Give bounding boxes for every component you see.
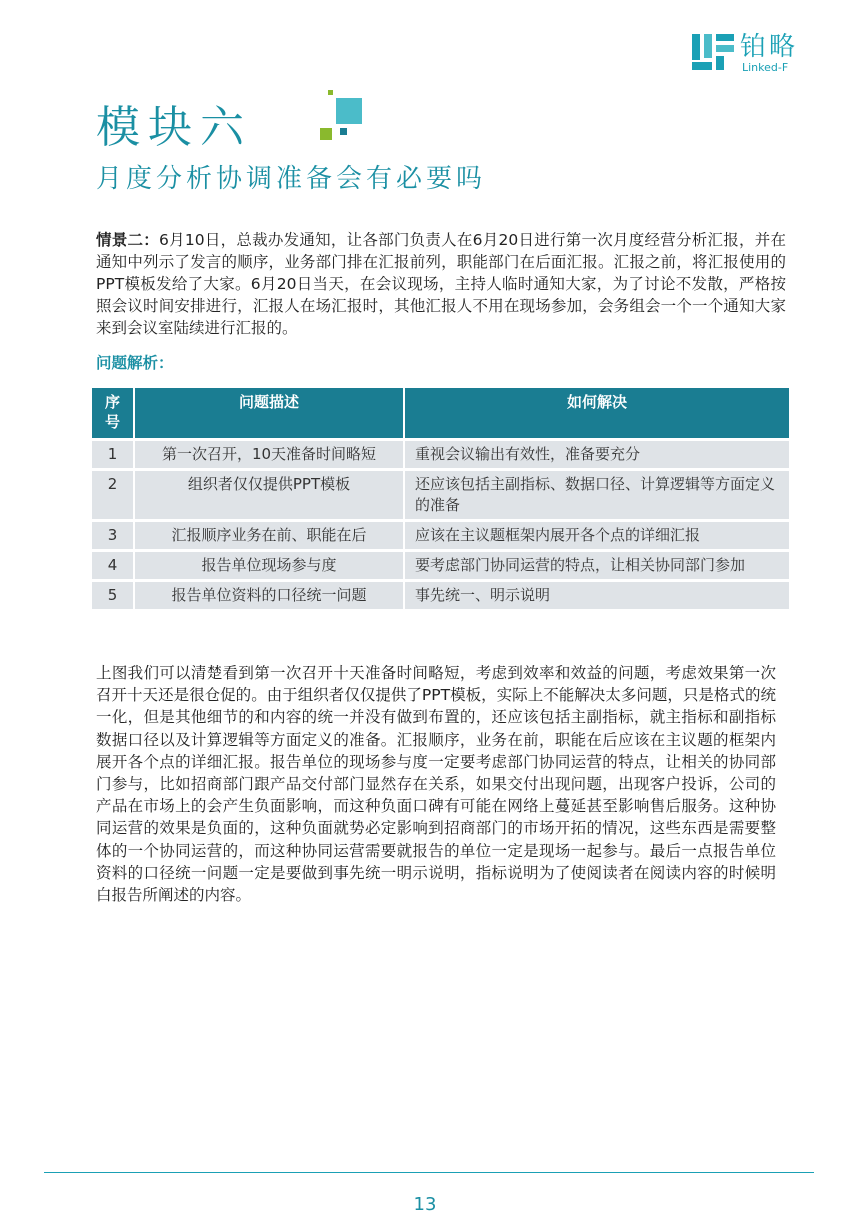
row-solution: 还应该包括主副指标、数据口径、计算逻辑等方面定义的准备 bbox=[404, 470, 789, 521]
row-number: 4 bbox=[92, 551, 134, 581]
scenario-label: 情景二： bbox=[96, 231, 160, 249]
row-description: 第一次召开，10天准备时间略短 bbox=[134, 440, 404, 470]
logo-mark-icon bbox=[692, 32, 734, 72]
row-description: 报告单位资料的口径统一问题 bbox=[134, 581, 404, 610]
row-number: 5 bbox=[92, 581, 134, 610]
scenario-text: 6月10日，总裁办发通知，让各部门负责人在6月20日进行第一次月度经营分析汇报，并在通知中列示了发言的顺序，业务部门排在汇报前列，职能部门在后面汇报。汇报之前，将汇报使用的PPT模板发给了大家。6月20日当天，在会议现场，主持人临时通知大家，为了讨论不发散，严格按照会议时间安排进行，汇报人在场汇报时，其他汇报人不用在现场参加，会务组会一个一个通知大家来到会议室陆续进行汇报的。 bbox=[96, 231, 786, 337]
logo-chinese-text: 铂略 bbox=[740, 32, 799, 62]
scenario-paragraph bbox=[96, 229, 786, 339]
module-subtitle: 月度分析协调准备会有必要吗 bbox=[96, 164, 487, 194]
row-solution: 事先统一、明示说明 bbox=[404, 581, 789, 610]
table-row bbox=[92, 440, 789, 470]
row-description: 汇报顺序业务在前、职能在后 bbox=[134, 521, 404, 551]
row-number: 3 bbox=[92, 521, 134, 551]
table-row bbox=[92, 551, 789, 581]
logo-english-text: Linked-F bbox=[742, 61, 789, 74]
module-title: 模块六 bbox=[96, 102, 252, 153]
row-description: 报告单位现场参与度 bbox=[134, 551, 404, 581]
header-solution: 如何解决 bbox=[404, 388, 789, 440]
row-solution: 要考虑部门协同运营的特点，让相关协同部门参加 bbox=[404, 551, 789, 581]
row-number: 2 bbox=[92, 470, 134, 521]
table-row bbox=[92, 581, 789, 610]
decorative-squares-icon bbox=[316, 90, 366, 146]
page-number: 13 bbox=[413, 1194, 437, 1215]
row-number: 1 bbox=[92, 440, 134, 470]
header-description: 问题描述 bbox=[134, 388, 404, 440]
row-solution: 应该在主议题框架内展开各个点的详细汇报 bbox=[404, 521, 789, 551]
analysis-section-label: 问题解析： bbox=[96, 354, 174, 372]
header-number: 序号 bbox=[92, 388, 134, 440]
issues-table bbox=[92, 388, 789, 609]
brand-logo bbox=[692, 32, 822, 76]
analysis-paragraph: 上图我们可以清楚看到第一次召开十天准备时间略短，考虑到效率和效益的问题，考虑效果第一次召开十天还是很仓促的。由于组织者仅仅提供了PPT模板，实际上不能解决太多问题，只是格式的统一化，但是其他细节的和内容的统一并没有做到布置的，还应该包括主副指标，就主指标和副指标数据口径以及计算逻辑等方面定义的准备。汇报顺序，业务在前，职能在后应该在主议题的框架内展开各个点的详细汇报。报告单位的现场参与度一定要考虑部门协同运营的特点，让相关的协同部门参与，比如招商部门跟产品交付部门显然存在关系，如果交付出现问题，出现客户投诉，公司的产品在市场上的会产生负面影响，而这种负面口碑有可能在网络上蔓延甚至影响售后服务。这种协同运营的效果是负面的，这种负面就势必定影响到招商部门的市场开拓的情况，这些东西是需要整体的一个协同运营的，而这种协同运营需要就报告的单位一定是现场一起参与。最后一点报告单位资料的口径统一问题一定是要做到事先统一明示说明，指标说明为了使阅读者在阅读内容的时候明白报告所阐述的内容。 bbox=[96, 664, 776, 905]
footer-divider bbox=[44, 1172, 814, 1173]
table-row bbox=[92, 470, 789, 521]
row-description: 组织者仅仅提供PPT模板 bbox=[134, 470, 404, 521]
table-row bbox=[92, 521, 789, 551]
table-header-row bbox=[92, 388, 789, 440]
row-solution: 重视会议输出有效性，准备要充分 bbox=[404, 440, 789, 470]
